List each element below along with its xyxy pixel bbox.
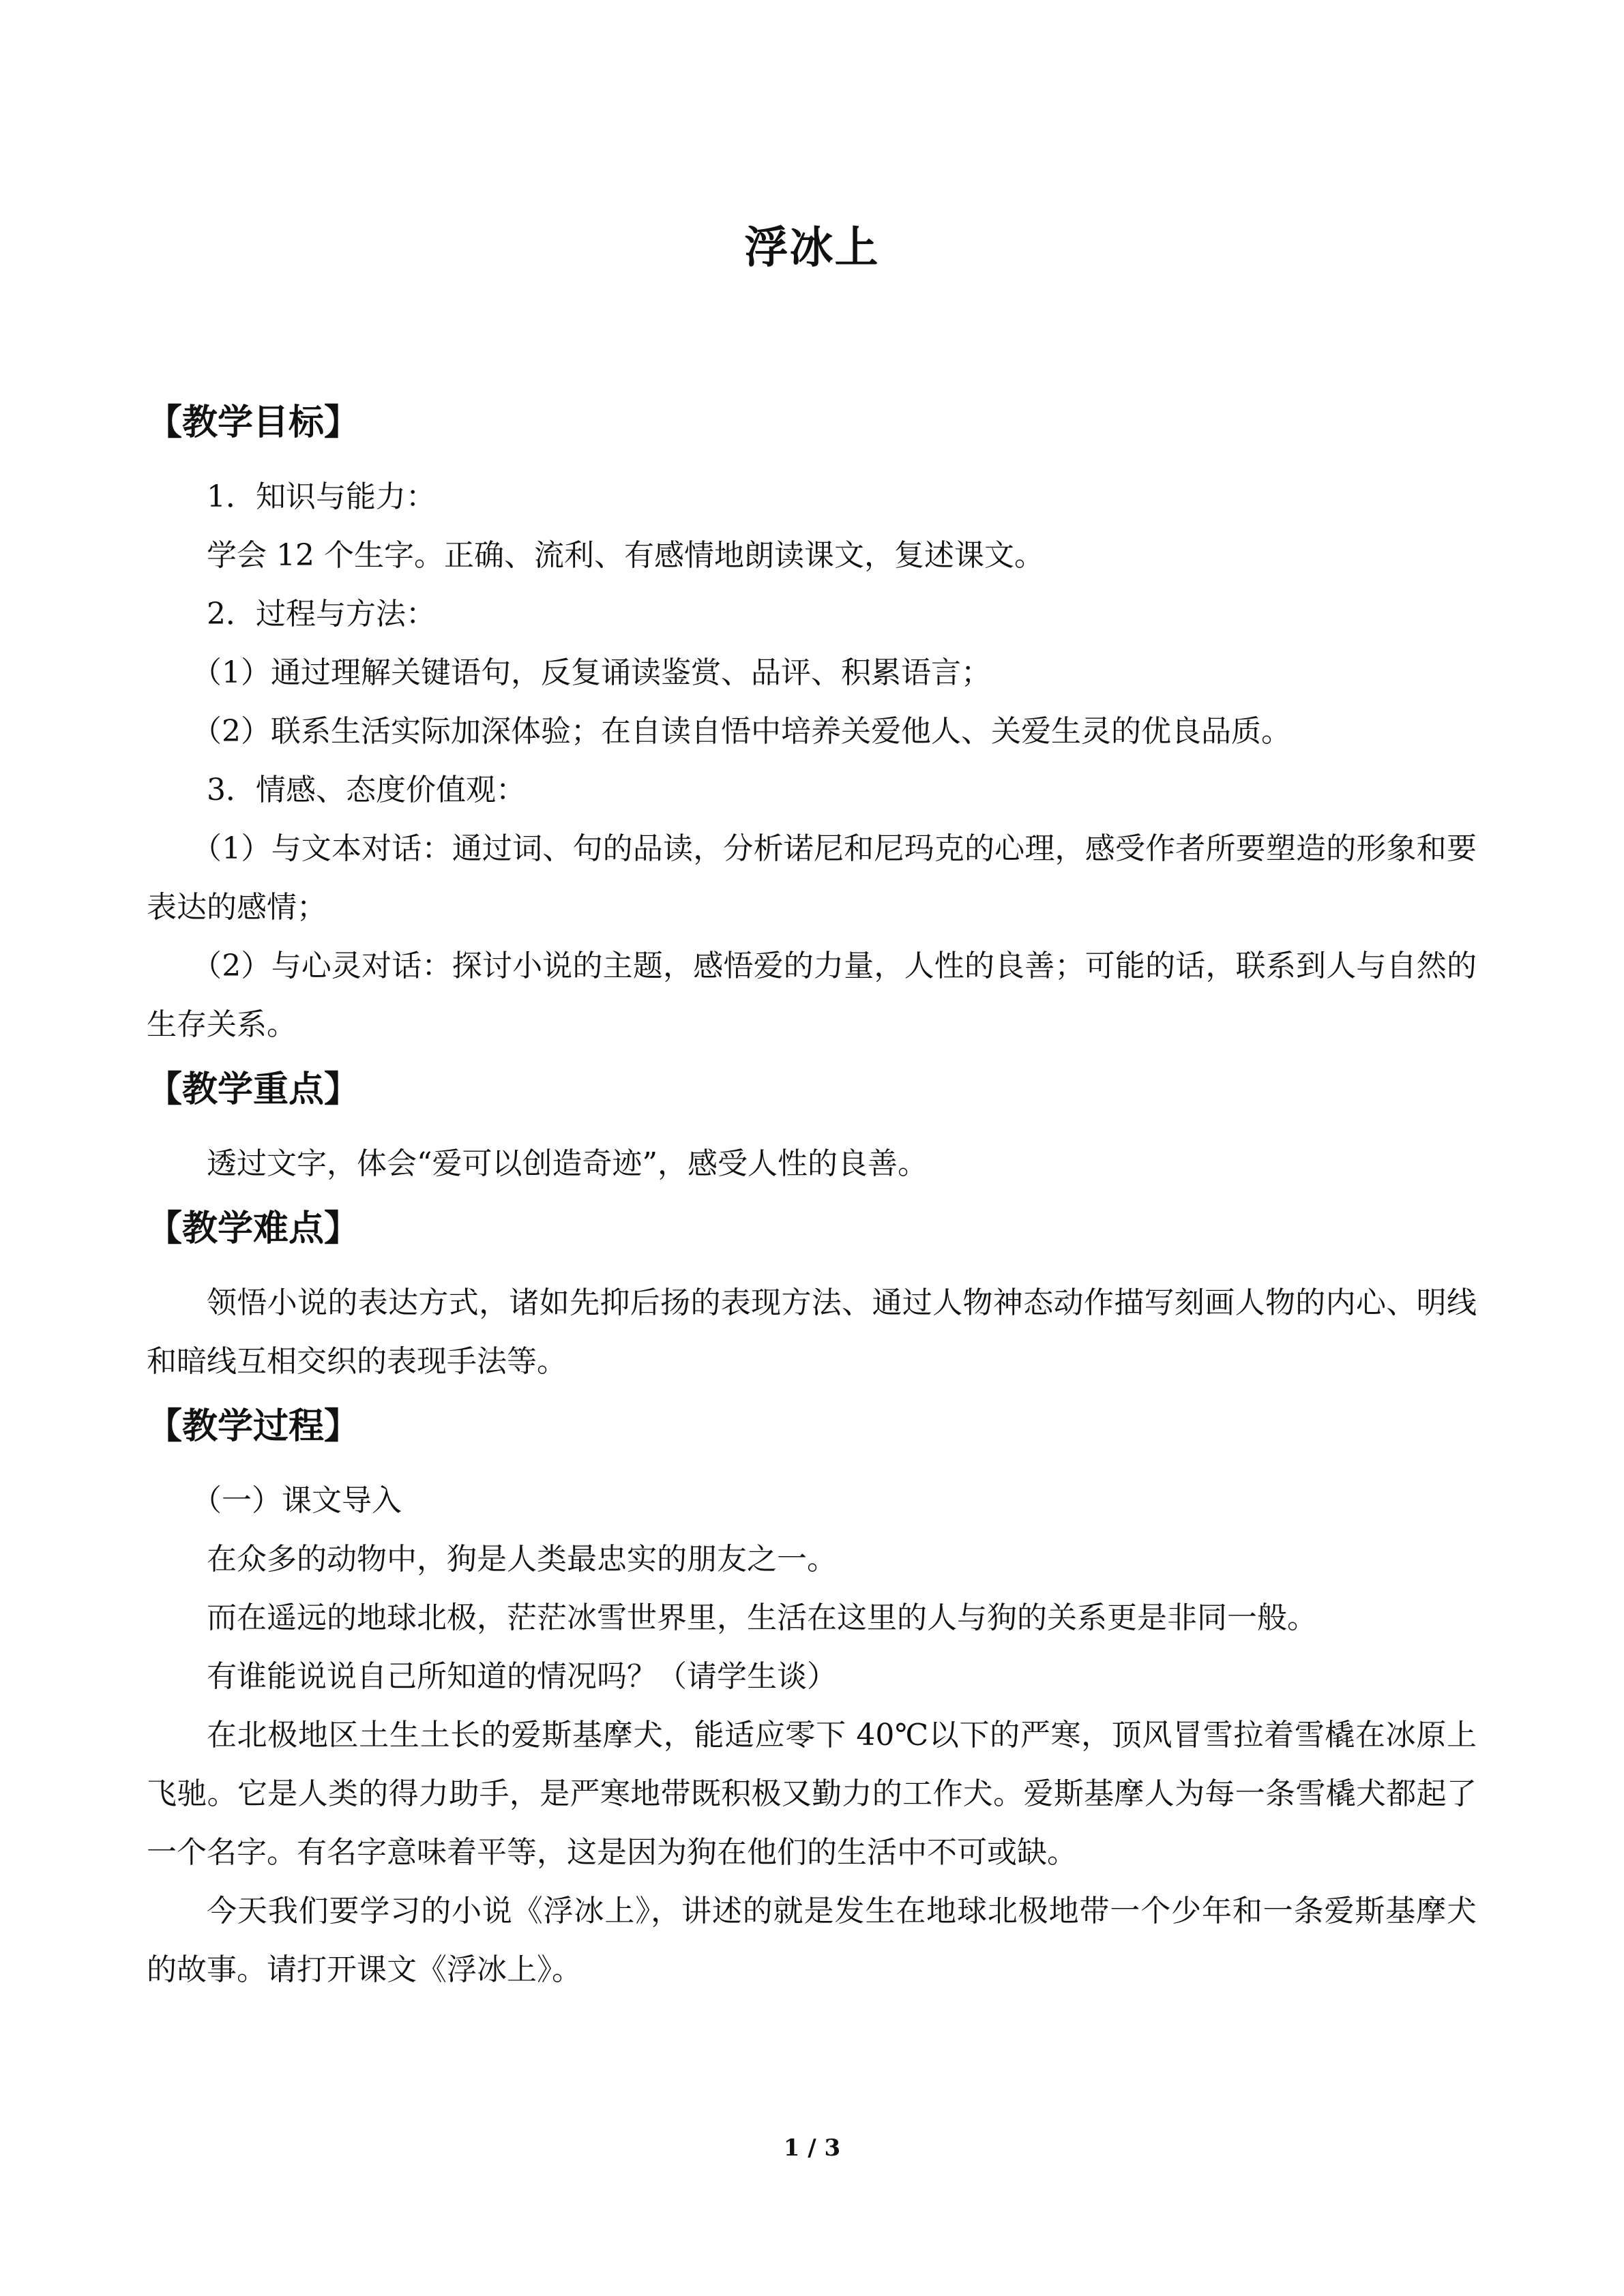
heading-key-points: 【教学重点】 <box>147 1069 360 1110</box>
objectives-item-3: 3．情感、态度价值观： <box>207 773 526 807</box>
objectives-sub-3-2: （2）与心灵对话：探讨小说的主题，感悟爱的力量，人性的良善；可能的话，联系到人与自然的生存关系。 <box>147 949 1477 1042</box>
objectives-sub-3-1: （1）与文本对话：通过词、句的品读，分析诺尼和尼玛克的心理，感受作者所要塑造的形象和要表达的感情； <box>147 831 1477 925</box>
process-text-1: 在众多的动物中，狗是人类最忠实的朋友之一。 <box>207 1542 837 1577</box>
heading-difficulties: 【教学难点】 <box>147 1208 360 1249</box>
process-text-4: 在北极地区土生土长的爱斯基摩犬，能适应零下 40℃以下的严寒，顶风冒雪拉着雪橇在冰原上飞驰。它是人类的得力助手，是严寒地带既积极又勤力的工作犬。爱斯基摩人为每一条雪橇犬都起了一个名字。有名字意味着平等，这是因为狗在他们的生活中不可或缺。 <box>147 1718 1477 1870</box>
heading-objectives: 【教学目标】 <box>147 402 360 443</box>
objectives-sub-2-1: （1）通过理解关键语句，反复诵读鉴赏、品评、积累语言； <box>192 655 991 690</box>
process-step-1: （一）课文导入 <box>192 1483 402 1518</box>
difficulties-text: 领悟小说的表达方式，诸如先抑后扬的表现方法、通过人物神态动作描写刻画人物的内心、明线和暗线互相交织的表现手法等。 <box>147 1285 1477 1379</box>
objectives-sub-2-2: （2）联系生活实际加深体验；在自读自悟中培养关爱他人、关爱生灵的优良品质。 <box>192 714 1291 749</box>
objectives-text-1: 学会 12 个生字。正确、流利、有感情地朗读课文，复述课文。 <box>207 538 1044 573</box>
key-points-text: 透过文字，体会“爱可以创造奇迹”，感受人性的良善。 <box>207 1146 928 1181</box>
process-text-3: 有谁能说说自己所知道的情况吗？（请学生谈） <box>207 1659 837 1694</box>
document-body <box>147 396 1477 1999</box>
objectives-item-1: 1．知识与能力： <box>207 479 436 514</box>
heading-process: 【教学过程】 <box>147 1406 360 1447</box>
objectives-item-2: 2．过程与方法： <box>207 597 436 631</box>
document-title: 浮冰上 <box>744 223 880 273</box>
process-text-5: 今天我们要学习的小说《浮冰上》，讲述的就是发生在地球北极地带一个少年和一条爱斯基摩犬的故事。请打开课文《浮冰上》。 <box>147 1894 1477 1987</box>
page-number: 1 / 3 <box>783 2134 841 2162</box>
process-text-2: 而在遥远的地球北极，茫茫冰雪世界里，生活在这里的人与狗的关系更是非同一般。 <box>207 1600 1317 1635</box>
